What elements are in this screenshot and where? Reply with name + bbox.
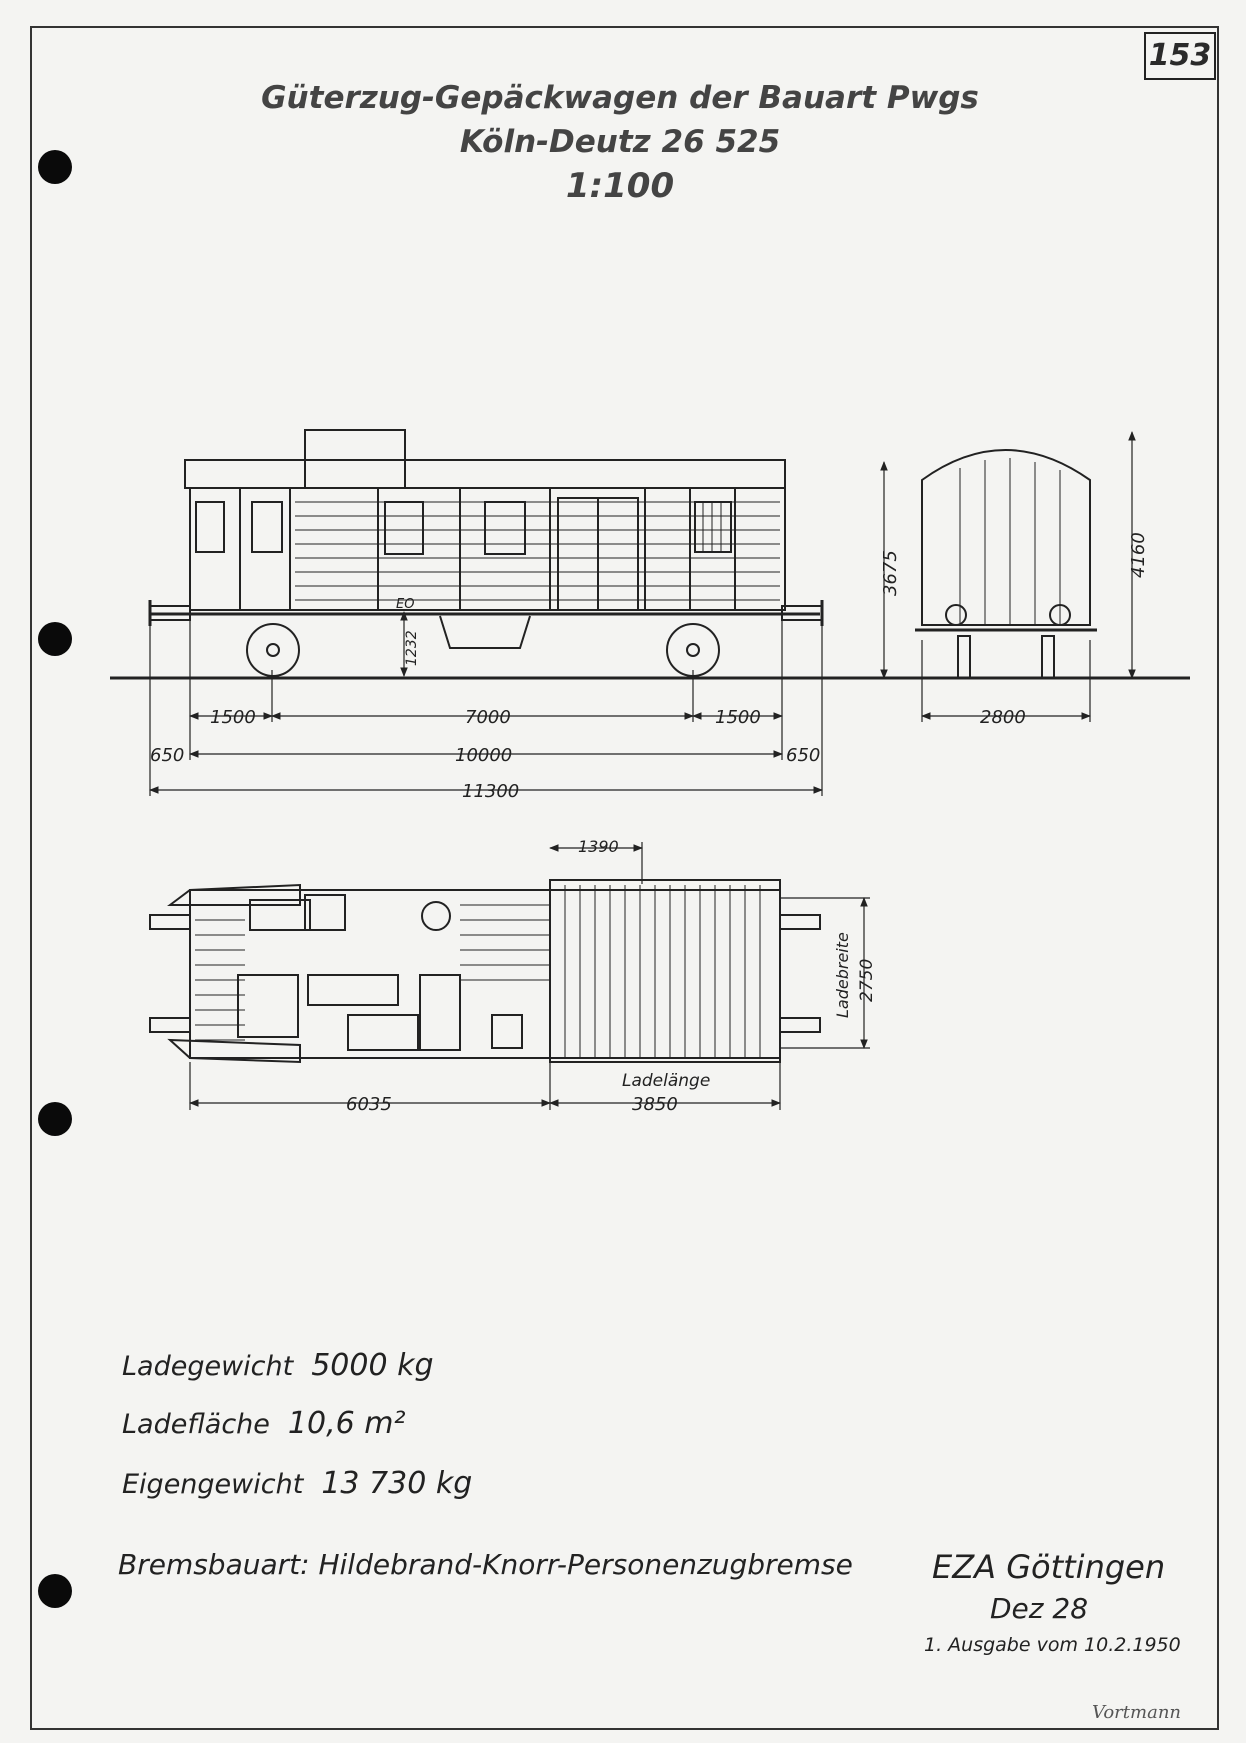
dim-frame-length: 10000 [455,745,513,766]
spec-label: Ladegewicht [122,1351,294,1382]
spec-value: 10,6 m² [287,1406,406,1441]
dim-buffer-left: 650 [150,745,185,766]
plan-view-car [150,880,820,1062]
dim-buffer-right: 650 [786,745,821,766]
dim-load-width: 2750 [857,958,877,1002]
page-number: 153 [1144,32,1216,80]
end-view-car [915,450,1097,678]
dim-width: 2800 [980,707,1026,728]
dim-overhang-left: 1500 [210,707,256,728]
side-view-car [150,430,822,676]
spec-value: 13 730 kg [321,1466,473,1501]
issuing-office: EZA Göttingen [932,1548,1166,1586]
dim-floor-label: EO [396,597,415,612]
dim-load-length-label: Ladelänge [622,1071,711,1091]
dim-overhang-right: 1500 [715,707,761,728]
edition-note: 1. Ausgabe vom 10.2.1950 [924,1634,1181,1656]
spec-load-weight [122,1348,434,1383]
spec-label: Ladefläche [122,1409,270,1440]
brake-type: Bremsbauart: Hildebrand-Knorr-Personenzugbremse [118,1548,853,1581]
dim-total-height: 4160 [1128,532,1149,578]
spec-label: Eigengewicht [122,1469,304,1500]
drawing-scale: 1:100 [565,166,675,206]
spec-tare-weight [122,1466,472,1501]
dim-length-over-buffers: 11300 [462,781,520,802]
dim-load-width-label: Ladebreite [833,932,852,1018]
dim-side-height: 3675 [880,550,901,596]
dim-door-width: 1390 [578,837,619,856]
office-date: Dez 28 [990,1592,1089,1625]
signature: Vortmann [1092,1702,1182,1723]
dim-compartment-length: 6035 [346,1094,392,1115]
dim-floor-height: 1232 [404,630,420,666]
spec-load-area [122,1406,406,1441]
drawing-title: Güterzug-Gepäckwagen der Bauart Pwgs [261,80,979,116]
spec-value: 5000 kg [311,1348,434,1383]
dim-load-length: 3850 [632,1094,678,1115]
drawing-subtitle: Köln-Deutz 26 525 [459,124,781,160]
dim-wheelbase: 7000 [465,707,511,728]
